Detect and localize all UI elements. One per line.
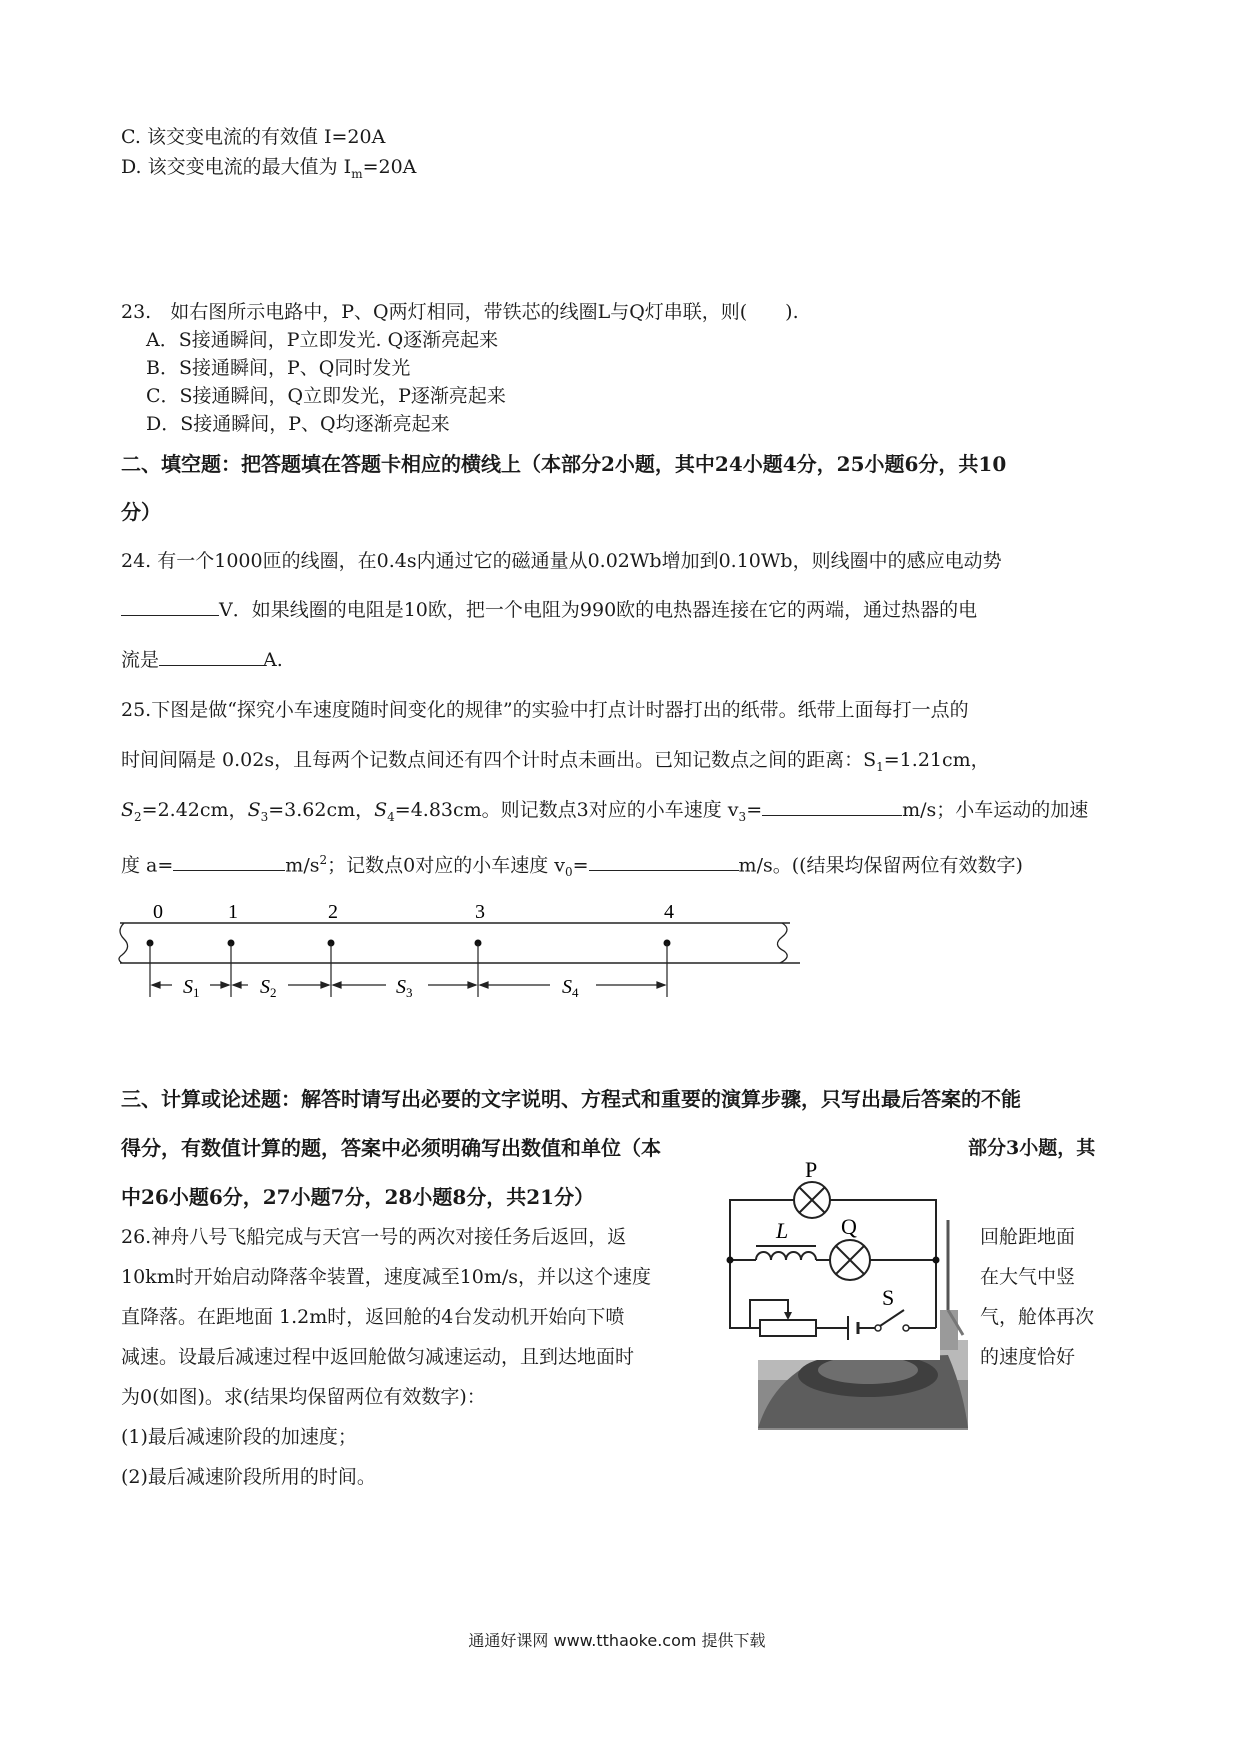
tape-segment-s2: $S_2$ — [260, 976, 277, 1000]
lamp-q-label: Q — [841, 1214, 857, 1239]
q23-option-d: D．S接通瞬间，P、Q均逐渐亮起来 — [146, 413, 450, 435]
section3-heading-line2-right: 部分3小题，其 — [968, 1137, 1096, 1159]
tape-label-4: 4 — [664, 905, 674, 923]
tape-left-tear — [119, 923, 128, 963]
q26-line5: 为0(如图)。求(结果均保留两位有效数字)： — [121, 1386, 486, 1408]
q26-line3: 直降落。在距地面 1.2m时，返回舱的4台发动机开始向下喷 — [121, 1306, 625, 1328]
q24-line2: V．如果线圈的电阻是10欧，把一个电阻为990欧的电热器连接在它的两端，通过热器的电 — [121, 597, 977, 623]
q26-part1: (1)最后减速阶段的加速度； — [121, 1426, 357, 1448]
tape-label-0: 0 — [153, 905, 163, 923]
section2-heading-line1: 二、填空题：把答题填在答题卡相应的横线上（本部分2小题，其中24小题4分，25小题6分，共10 — [121, 452, 1007, 476]
q23-option-b: B．S接通瞬间，P、Q同时发光 — [146, 357, 411, 379]
q24-blank-emf — [121, 597, 219, 616]
junction-right — [933, 1257, 940, 1264]
section3-heading-line1: 三、计算或论述题：解答时请写出必要的文字说明、方程式和重要的演算步骤，只写出最后答案的不能 — [121, 1087, 1021, 1111]
q25-line3: $S_2=2.42cm$，$S_3=3.62cm$，$S_4=4.83cm$。则记数点3对应的小车速度 $v_3= m/s$；小车运动的加速 — [121, 799, 1089, 824]
paper-tape-diagram — [110, 905, 810, 1005]
q25-line4: 度 $a= m/s^2$；记数点0对应的小车速度 $v_0= m/s$。((结果均保留两位有效数字) — [121, 853, 1023, 880]
q23-option-c: C．S接通瞬间，Q立即发光，P逐渐亮起来 — [146, 385, 506, 407]
q26-line1-right: 回舱距地面 — [980, 1226, 1076, 1248]
q23-option-a: A．S接通瞬间，P立即发光. Q逐渐亮起来 — [146, 329, 499, 351]
q22-option-d: D. 该交变电流的最大值为 $I_m=20A$ — [121, 156, 417, 181]
q26-line2: 10km时开始启动降落伞装置，速度减至10m/s，并以这个速度 — [121, 1266, 652, 1288]
lamp-p-label: P — [805, 1160, 818, 1182]
tape-label-2: 2 — [328, 905, 338, 923]
q24-line1: 24. 有一个1000匝的线圈，在0.4s内通过它的磁通量从0.02Wb增加到0.10Wb，则线圈中的感应电动势 — [121, 550, 1002, 572]
q25-blank-a — [173, 852, 285, 871]
q25-line1: 25.下图是做“探究小车速度随时间变化的规律”的实验中打点计时器打出的纸带。纸带上面每打一点的 — [121, 699, 969, 721]
q26-line3-right: 气，舱体再次 — [980, 1306, 1095, 1328]
q24-blank-current — [159, 647, 263, 666]
q25-blank-v3 — [762, 797, 902, 816]
q26-line2-right: 在大气中竖 — [980, 1266, 1076, 1288]
switch-label: S — [882, 1285, 895, 1310]
q23-stem: 23. 如右图所示电路中，P、Q两灯相同，带铁芯的线圈L与Q灯串联，则( ). — [121, 301, 799, 323]
q22-option-c: C. 该交变电流的有效值 I=20A — [121, 126, 386, 148]
q24-line3: 流是 A. — [121, 649, 283, 671]
tape-segment-s1: $S_1$ — [183, 976, 200, 1000]
page-footer: 通通好课网 www.tthaoke.com 提供下载 — [468, 1631, 766, 1650]
circuit-diagram — [718, 1160, 970, 1430]
section3-heading-line3: 中26小题6分，27小题7分，28小题8分，共21分） — [121, 1185, 595, 1209]
section3-heading-line2-left: 得分，有数值计算的题，答案中必须明确写出数值和单位（本 — [121, 1136, 661, 1160]
q25-line2: 时间间隔是 0.02s，且每两个记数点间还有四个计时点未画出。已知记数点之间的距离：$S_1=1.21cm$， — [121, 749, 990, 774]
tape-segment-s4: $S_4$ — [562, 976, 579, 1000]
section2-heading-line2: 分） — [121, 500, 161, 524]
tape-points — [147, 905, 675, 947]
q26-line4: 减速。设最后减速过程中返回舱做匀减速运动，且到达地面时 — [121, 1346, 635, 1368]
q25-blank-v0 — [589, 852, 739, 871]
q26-part2: (2)最后减速阶段所用的时间。 — [121, 1466, 376, 1488]
tape-segment-s3: $S_3$ — [396, 976, 413, 1000]
tape-right-tear — [777, 923, 787, 963]
tape-label-1: 1 — [228, 905, 238, 923]
q26-line4-right: 的速度恰好 — [980, 1346, 1076, 1368]
tape-label-3: 3 — [475, 905, 485, 923]
inductor-label: L — [776, 1218, 789, 1243]
q26-line1: 26.神舟八号飞船完成与天宫一号的两次对接任务后返回，返 — [121, 1226, 627, 1248]
junction-left — [727, 1257, 734, 1264]
